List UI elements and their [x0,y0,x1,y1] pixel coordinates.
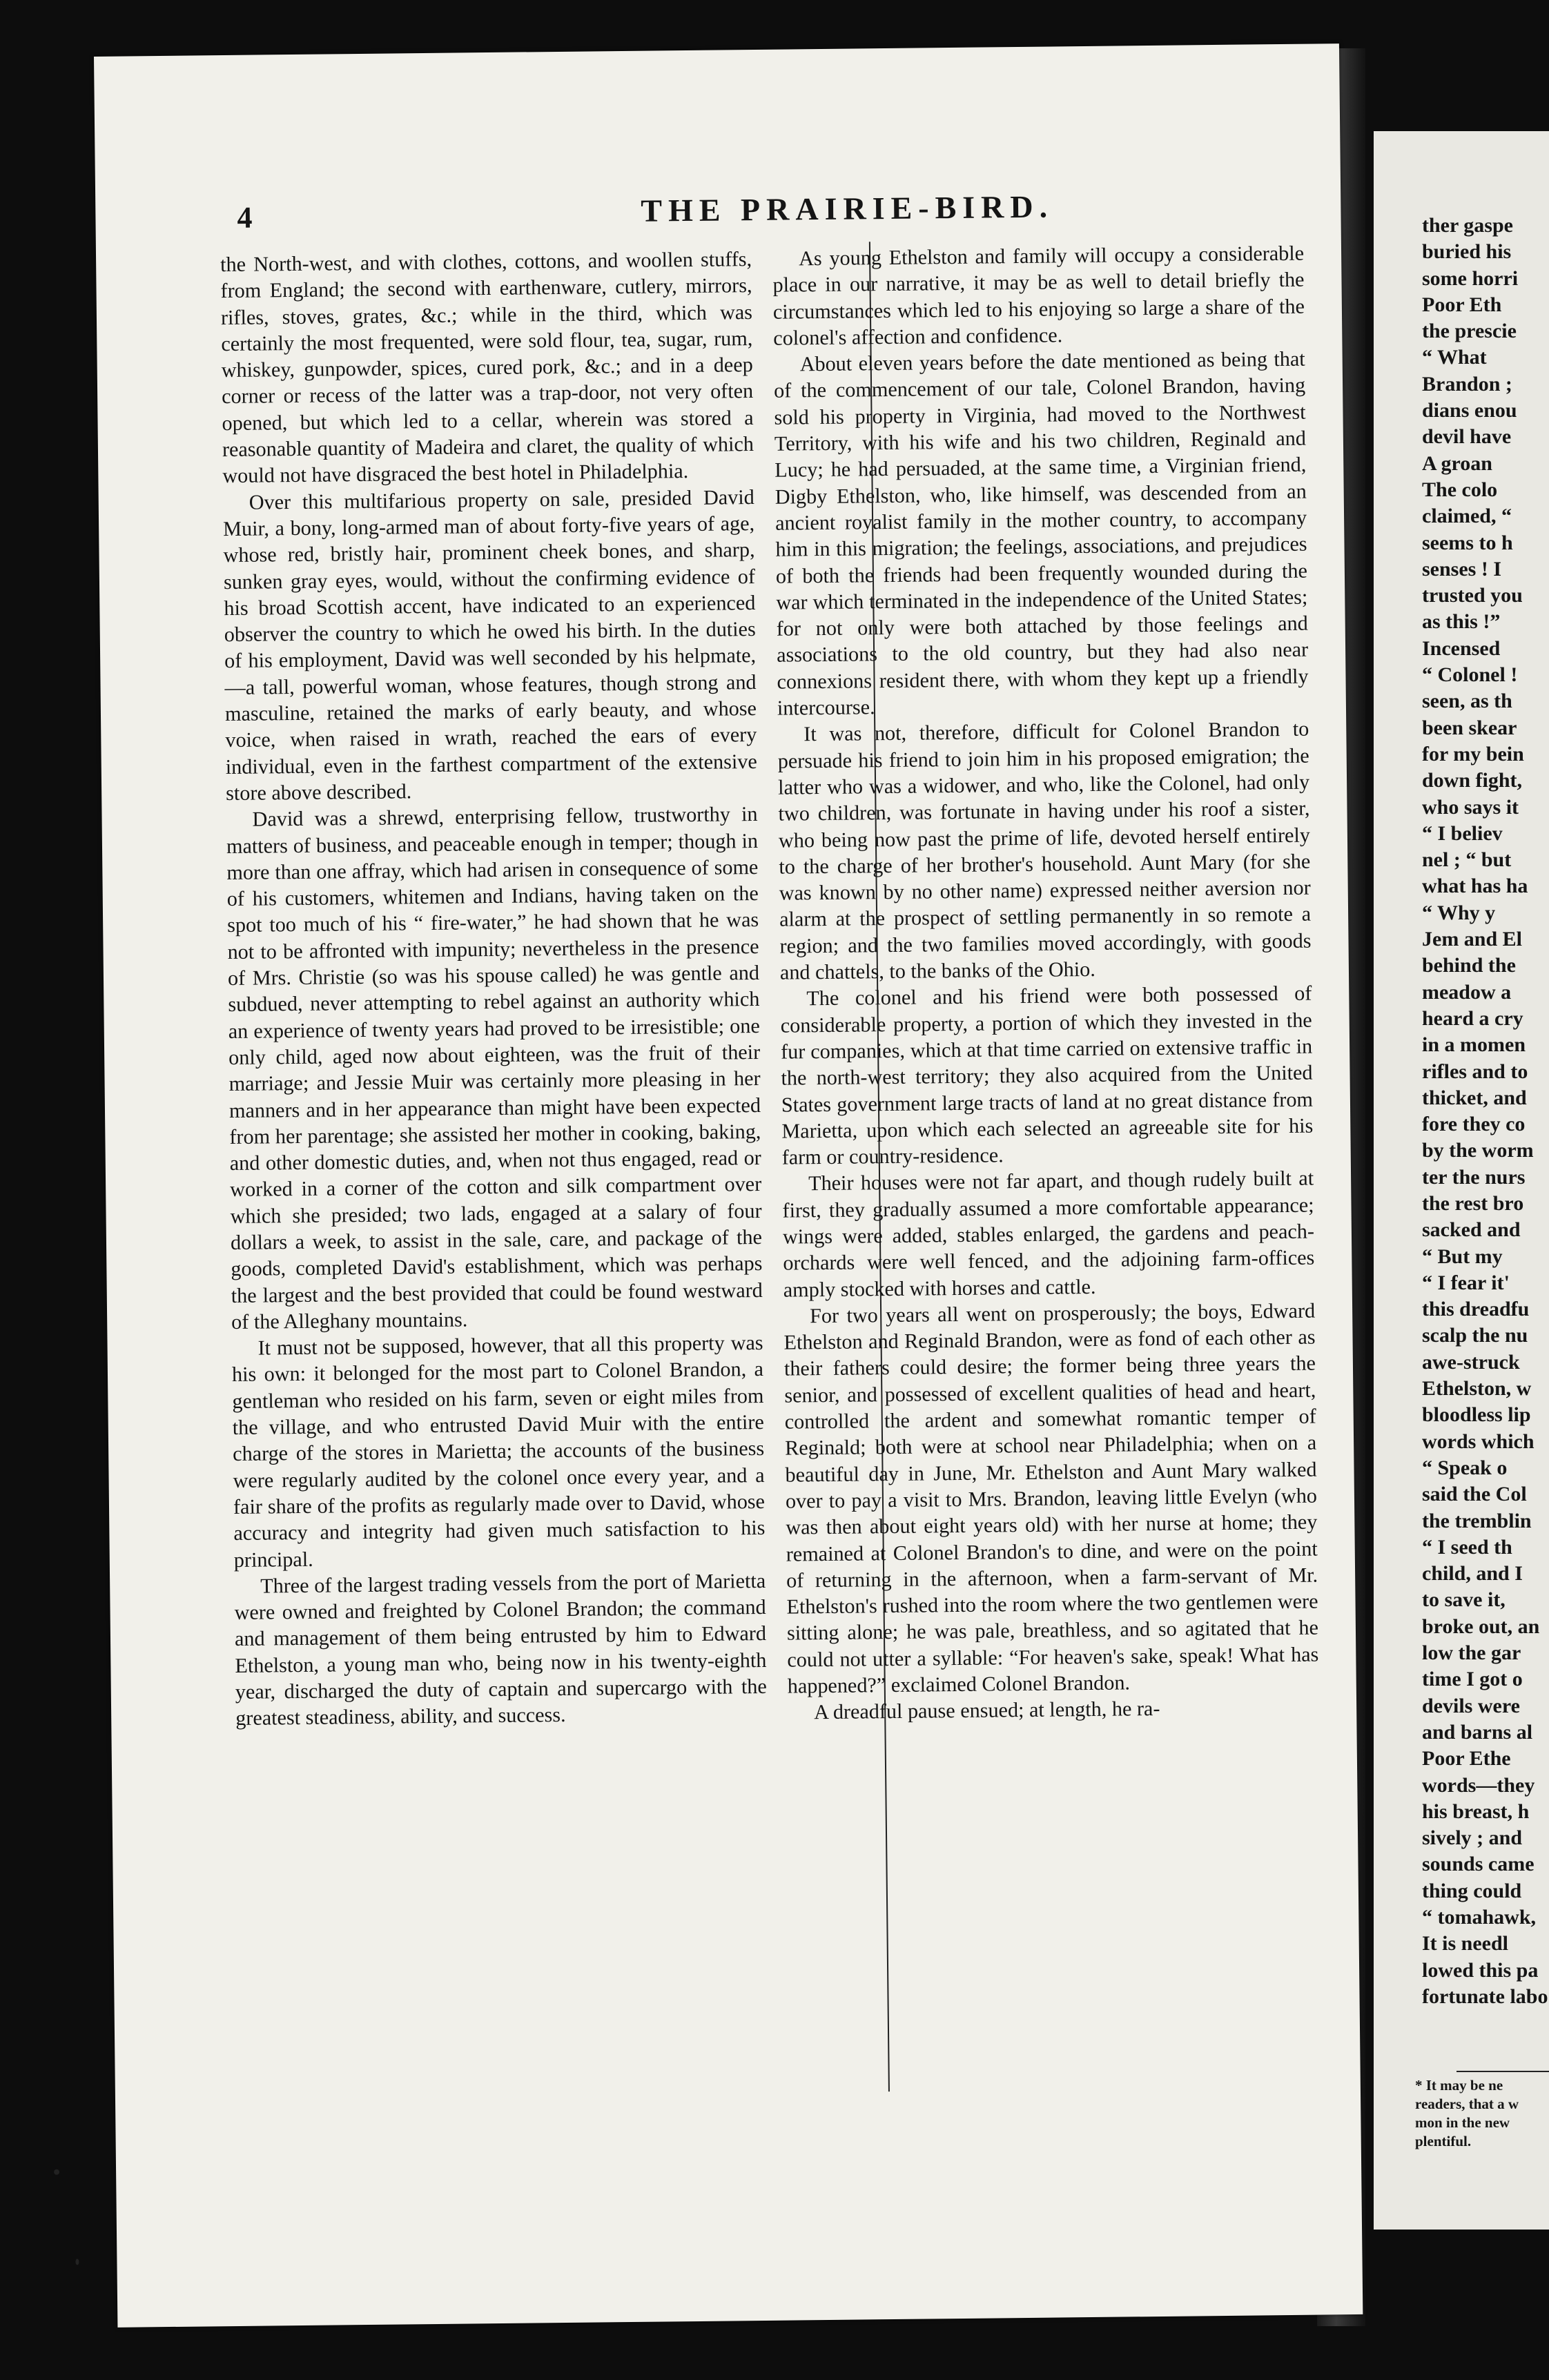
facing-page-line: said the Col [1422,1483,1527,1506]
facing-page-line: awe-struck [1422,1350,1520,1374]
facing-page-line: “ Colonel ! [1422,663,1518,687]
facing-page-line: Poor Eth [1422,293,1502,316]
right-text-column [772,240,1319,1726]
facing-page-line: his breast, h [1422,1799,1530,1823]
facing-page-line: “ I believ [1422,821,1503,845]
paragraph: As young Ethelston and family will occupy a considerable place in our narrative, it may be as well to detail briefly the circumstances which led to his enjoying so large a share of the colonel's affection and confidence. [772,241,1305,350]
facing-page-line: and barns al [1422,1720,1533,1744]
facing-page-line: for my bein [1422,742,1524,765]
running-title: THE PRAIRIE-BIRD. [641,188,1054,228]
facing-page-line: time I got o [1422,1668,1523,1691]
facing-page-line: some horri [1422,266,1519,290]
facing-page-line: fore they co [1422,1113,1526,1136]
facing-page-line: down fight, [1422,769,1523,792]
paragraph: It must not be supposed, however, that all this property was his own: it belonged for the most part to Colonel Brandon, a gentleman who resided on his farm, seven or eight miles from the village, and who entrusted David Muir with the entire charge of the stores in Marietta; the accounts of the business were regularly audited by the colonel once every year, and a fair share of the profits as regularly made over to David, whose accuracy and integrity had given much satisfaction to his principal. [231,1331,766,1572]
facing-page-line: ther gaspe [1422,214,1513,237]
paragraph: It was not, therefore, difficult for Colonel Brandon to persuade his friend to join him in his proposed emigration; the latter who was a widower, and who, like the Colonel, had only two children, was fortunate in having under his roof a sister, who being now past the prime of life, devoted herself entirely to the charge of her brother's household. Aunt Mary (for she was known by no other name) expressed neither aversion nor alarm at the prospect of settling permanently in so remote a region; and the two families moved accordingly, with goods and chattels, to the banks of the Ohio. [777,716,1312,984]
facing-page-line: “ I seed th [1422,1535,1512,1559]
facing-page-line: It is needl [1422,1932,1509,1955]
scan-speck [54,2169,59,2175]
facing-page-line: this dreadfu [1422,1298,1530,1321]
paragraph: For two years all went on prosperously; the boys, Edward Ethelston and Reginald Brandon, were as fond of each other as their fathers could desire; the former being three years the senior, and possessed of excellent qualities of head and heart, controlled the ardent and somewhat romantic temper of Reginald; both were at school near Philadelphia; when on a beautiful day in June, Mr. Ethelston and Aunt Mary walked over to pay a visit to Mrs. Brandon, leaving little Evelyn (who was then about eight years old) with her nurse at home; they remained at Colonel Brandon's to dine, and were on the point of returning in the afternoon, when a farm-servant of Mr. Ethelston's rushed into the room where the two gentlemen were sitting alone; he was pale, breathless, and so agitated that he could not utter a syllable: “For heaven's sake, speak! What has happened?” exclaimed Colonel Brandon. [783,1298,1319,1698]
facing-page-line: thing could [1422,1879,1522,1902]
facing-page-line: nel ; “ but [1422,848,1512,872]
facing-page-line: “ Speak o [1422,1456,1508,1479]
facing-page-line: Poor Ethe [1422,1747,1511,1771]
footnote-line: readers, that a w [1415,2096,1519,2112]
facing-page-line: The colo [1422,478,1498,501]
facing-page-line: in a momen [1422,1033,1526,1057]
facing-page-line: the tremblin [1422,1509,1532,1532]
facing-page-line: devils were [1422,1694,1520,1717]
facing-page-line: the prescie [1422,320,1517,343]
facing-page-line: what has ha [1422,875,1528,898]
facing-page-line: by the worm [1422,1139,1534,1162]
facing-page-line: heard a cry [1422,1006,1523,1030]
facing-page-line: to save it, [1422,1588,1506,1612]
left-text-column [220,246,767,1732]
facing-page-line: the rest bro [1422,1191,1524,1215]
facing-page-line: low the gar [1422,1641,1521,1665]
paragraph: Over this multifarious property on sale, presided David Muir, a bony, long-armed man of about forty-five years of age, whose red, bristly hair, prominent cheek bones, and sharp, sunken gray eyes, would, without the confirming evidence of his broad Scottish accent, have indicated to an experienced observer the country to which he owed his birth. In the duties of his employment, David was well seconded by his helpmate,—a tall, powerful woman, whose features, though strong and masculine, retained the marks of early beauty, and whose voice, when raised in wrath, reached the ears of every individual, even in the farthest compartment of the extensive store above described. [222,485,757,805]
facing-page-line: claimed, “ [1422,505,1512,528]
facing-page-line: Jem and El [1422,928,1523,951]
facing-page-line: seems to h [1422,531,1513,554]
facing-page-line: “ Why y [1422,901,1496,924]
facing-page-line: broke out, an [1422,1615,1540,1638]
facing-page-line: lowed this pa [1422,1958,1539,1982]
facing-page-line: thicket, and [1422,1086,1527,1109]
facing-page-line: A groan [1422,451,1492,475]
scan-speck [75,2259,79,2265]
facing-page-line: Incensed [1422,636,1501,660]
facing-page-line: “ tomahawk, [1422,1906,1537,1929]
facing-page-line: Brandon ; [1422,372,1512,396]
facing-page-line: dians enou [1422,399,1517,422]
paragraph: Their houses were not far apart, and though rudely built at first, they gradually assumed a more comfortable appearance; wings were added, stables enlarged, the gardens and peach-orchards were well fenced, and the adjoining farm-offices amply stocked with horses and cattle. [782,1166,1315,1302]
page-number: 4 [237,200,253,235]
facing-page-line: bloodless lip [1422,1403,1531,1427]
facing-page-line: behind the [1422,954,1516,977]
facing-page-line: words—they [1422,1773,1535,1797]
facing-page-footnote [1374,2071,1549,2151]
facing-page-line: devil have [1422,425,1512,449]
facing-page-line: ter the nurs [1422,1165,1526,1189]
footnote-line: plentiful. [1415,2133,1472,2149]
facing-page-line: as this !” [1422,610,1501,634]
facing-page-text [1374,213,1548,2010]
facing-page-line: “ But my [1422,1245,1503,1268]
facing-page-line: senses ! I [1422,557,1502,581]
paragraph: David was a shrewd, enterprising fellow, trustworthy in matters of business, and peaceable enough in temper; though in more than one affray, which had arisen in consequence of some of his customers, whitemen and Indians, having taken on the spot too much of his “ fire-water,” he had shown that he was not to be affronted with impunity; nevertheless in the presence of Mrs. Christie (so was his spouse called) he was gentle and subdued, never attempting to rebel against an authority which an experience of twenty years had proved to be irresistible; one only child, aged now about eighteen, was the fruit of their marriage; and Jessie Muir was certainly more pleasing in her manners and in her appearance than might have been expected from her parentage; she assisted her mother in cooking, baking, and other domestic duties, and, when not thus engaged, read or worked in a corner of the cotton and silk compartment over which she presided; two lads, engaged at a salary of four dollars a week, to assist in the sale, care, and package of the goods, completed David's establishment, which was perhaps the largest and the best provided that could be found westward of the Alleghany mountains. [226,802,763,1334]
paragraph: The colonel and his friend were both possessed of considerable property, a portion of which they invested in the fur companies, which at that time carried on extensive traffic in the north-west territory; they also acquired from the United States government large tracts of land at no great distance from Marietta, upon which each selected an agreeable site for his farm or country-residence. [780,981,1314,1169]
facing-page-line: “ What [1422,346,1487,369]
facing-page-line: Ethelston, w [1422,1377,1532,1401]
facing-page-line: rifles and to [1422,1060,1528,1083]
facing-page-line: sounds came [1422,1853,1535,1876]
facing-page-line: “ I fear it' [1422,1271,1510,1294]
footnote-rule [1457,2071,1549,2072]
paragraph: A dreadful pause ensued; at length, he ra- [813,1697,1160,1724]
facing-page-line: trusted you [1422,584,1523,607]
facing-page-line: sively ; and [1422,1826,1523,1850]
facing-page-line: scalp the nu [1422,1324,1528,1347]
scanned-page [94,43,1363,2328]
facing-page-line: seen, as th [1422,690,1512,713]
paragraph: About eleven years before the date mentioned as being that of the commencement of our tale, Colonel Brandon, having sold his property in Virginia, had moved to the Northwest Territory, with his wife and his two children, Reginald and Lucy; he had persuaded, at the same time, a Virginian friend, Digby Ethelston, who, like himself, was descended from an ancient royalist family in the mother country, to accompany him in this migration; the feelings, associations, and prejudices of both the friends had been frequently wounded during the war which terminated in the independence of the United States; for not only were both attached by those feelings and associations to the old country, but they had also near connexions resident there, with whom they kept up a friendly intercourse. [773,347,1309,720]
facing-page [1374,131,1549,2230]
facing-page-line: who says it [1422,795,1519,819]
facing-page-line: fortunate labo [1422,1984,1548,2008]
facing-page-line: sacked and [1422,1218,1521,1242]
footnote-line: mon in the new [1415,2114,1510,2131]
footnote-line: * It may be ne [1415,2077,1503,2094]
facing-page-line: meadow a [1422,980,1512,1004]
facing-page-line: buried his [1422,240,1512,264]
facing-page-line: words which [1422,1430,1535,1453]
facing-page-line: been skear [1422,716,1517,739]
paragraph: Three of the largest trading vessels from the port of Marietta were owned and freighted by Colonel Brandon; the command and management of them being entrusted by him to Edward Ethelston, a young man who, being now in his twenty-eighth year, discharged the duty of captain and supercargo with the greatest steadiness, ability, and success. [234,1568,767,1730]
facing-page-line: child, and I [1422,1562,1523,1586]
paragraph: the North-west, and with clothes, cottons, and woollen stuffs, from England; the second with earthenware, cutlery, mirrors, rifles, stoves, grates, &c.; while in the third, which was certainly the most frequented, were sold flour, tea, sugar, rum, whiskey, gunpowder, spices, cured pork, &c.; and in a deep corner or recess of the latter was a trap-door, not very often opened, but which led to a cellar, wherein was stored a reasonable quantity of Madeira and claret, the quality of which would not have disgraced the best hotel in Philadelphia. [220,247,754,488]
